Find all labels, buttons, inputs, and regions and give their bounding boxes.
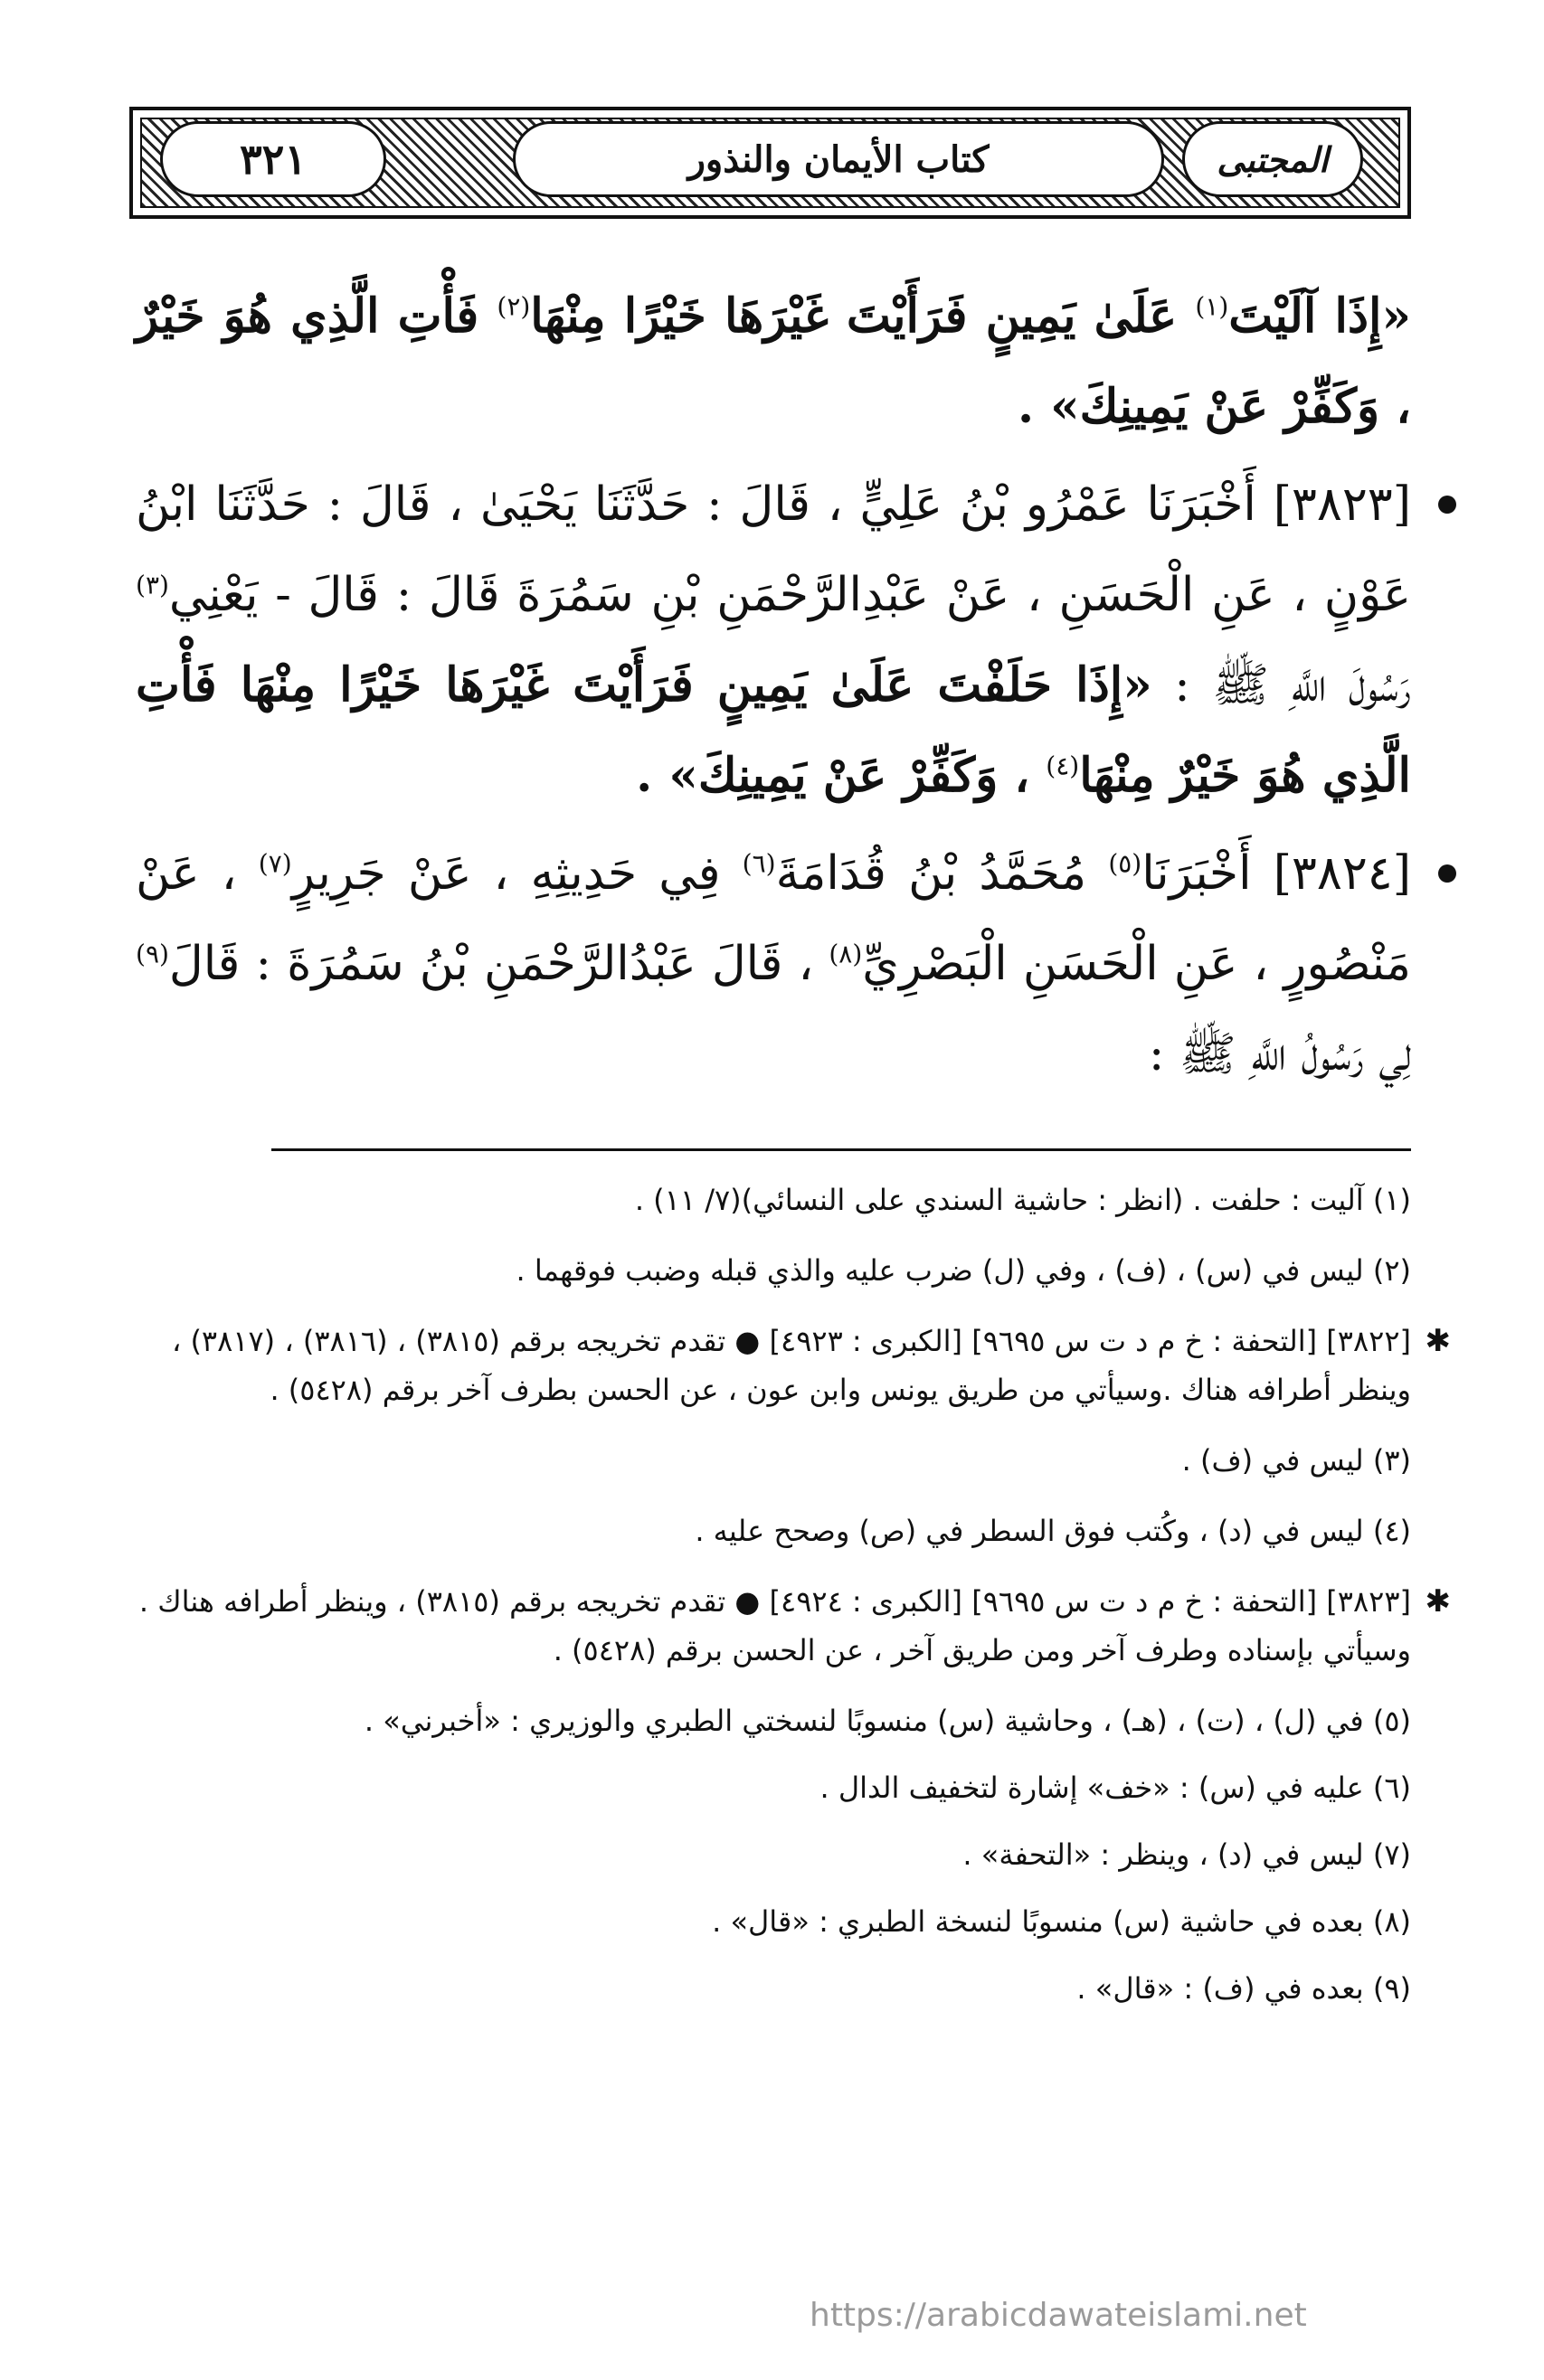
hadith-text: «إِذَا آلَيْتَ	[1228, 288, 1411, 344]
hadith-text: «إِذَا حَلَفْتَ عَلَىٰ يَمِينٍ فَرَأَيْتَ غَيْرَهَا خَيْرًا مِنْهَا فَأْتِ الَّذِي هُوَ خَيْرٌ مِنْهَا	[136, 657, 1411, 803]
isnad-text: فِي حَدِيثِهِ ، عَنْ جَرِيرٍ	[291, 846, 743, 901]
footnote-divider	[271, 1148, 1411, 1151]
footnote-ref: (٨)	[829, 939, 863, 969]
footnote-ref: (٤)	[1046, 751, 1080, 781]
footnote-ref: (٣)	[136, 570, 169, 600]
isnad-text: مُحَمَّدُ بْنُ قُدَامَةَ	[775, 846, 1109, 901]
isnad-text: ، قَالَ عَبْدُالرَّحْمَنِ بْنُ سَمُرَةَ : قَالَ	[168, 937, 829, 991]
takhrij-text: [٣٨٢٣] [التحفة : خ م د ت س ٩٦٩٥] [الكبرى : ٤٩٢٤] ● تقدم تخريجه برقم (٣٨١٥) ، وينظر أطرافه هناك . وسيأتي بإسناده وطرف آخر ومن طريق آخر ، عن الحسن برقم (٥٤٢٨) .	[138, 1584, 1411, 1667]
takhrij-text: [٣٨٢٢] [التحفة : خ م د ت س ٩٦٩٥] [الكبرى : ٤٩٢٣] ● تقدم تخريجه برقم (٣٨١٥) ، (٣٨١٦) ، (٣٨١٧) ، وينظر أطرافه هناك .وسيأتي من طريق يونس وابن عون ، عن الحسن بطرف آخر برقم (٥٤٢٨) .	[171, 1324, 1411, 1407]
footnote-3: (٣) ليس في (ف) .	[1181, 1443, 1411, 1478]
hadith-text: عَلَىٰ يَمِينٍ فَرَأَيْتَ غَيْرَهَا خَيْرًا مِنْهَا	[530, 288, 1196, 344]
footnote-6: (٦) عليه في (س) : «خف» إشارة لتخفيف الدال .	[819, 1771, 1411, 1805]
footnote-ref: (٦)	[742, 848, 776, 879]
footnote-9: (٩) بعده في (ف) : «قال» .	[1076, 1971, 1411, 2006]
hadith-text: ، وَكَفِّرْ عَنْ يَمِينِكَ» .	[636, 748, 1047, 803]
isnad-text: ، عَنْ مَنْصُورٍ ، عَنِ الْحَسَنِ الْبَصْرِيِّ	[136, 846, 1411, 991]
footnote-ref: (٧)	[258, 848, 292, 879]
footnote-5: (٥) في (ل) ، (ت) ، (هـ) ، وحاشية (س) منسوبًا لنسختي الطبري والوزيري : «أخبرني» .	[364, 1704, 1411, 1738]
book-logo-cartouche	[1182, 121, 1363, 197]
asterisk-icon: ✱	[1425, 1583, 1451, 1620]
footnote-ref: (٥)	[1108, 848, 1142, 879]
page-number: ٣٢١	[239, 135, 308, 184]
watermark-url: https://arabicdawateislami.net	[810, 2297, 1307, 2334]
isnad-text: لِي رَسُولُ اللَّهِ ﷺ :	[1148, 1027, 1411, 1081]
footnotes	[136, 1176, 1451, 2031]
footnote-2: (٢) ليس في (س) ، (ف) ، وفي (ل) ضرب عليه والذي قبله وضبب فوقهما .	[516, 1253, 1411, 1288]
footnote-ref: (١)	[1195, 291, 1229, 322]
bullet-icon	[1438, 864, 1456, 883]
bullet-icon	[1438, 496, 1456, 514]
hadith-continuation	[136, 271, 1411, 452]
footnote-1: (١) آليت : حلفت . (انظر : حاشية السندي على النسائي)(٧/ ١١) .	[634, 1183, 1411, 1217]
takhrij-3823	[136, 1577, 1451, 1675]
footnote-8: (٨) بعده في حاشية (س) منسوبًا لنسخة الطبري : «قال» .	[712, 1904, 1411, 1939]
page-header	[129, 107, 1411, 219]
title-cartouche	[513, 121, 1164, 197]
footnote-ref: (٢)	[497, 291, 531, 322]
isnad-text: رَسُولَ اللَّهِ ﷺ :	[1151, 658, 1412, 713]
footnote-7: (٧) ليس في (د) ، وينظر : «التحفة» .	[962, 1837, 1411, 1872]
page-number-cartouche	[160, 121, 386, 197]
book-logo: المجتبى	[1217, 138, 1329, 180]
isnad-text: [٣٨٢٤] أَخْبَرَنَا	[1141, 846, 1412, 901]
footnote-4: (٤) ليس في (د) ، وكُتب فوق السطر في (ص) وصحح عليه .	[695, 1514, 1411, 1548]
hadith-3824	[136, 828, 1411, 1100]
footnote-ref: (٩)	[136, 939, 169, 969]
asterisk-icon: ✱	[1425, 1323, 1451, 1359]
hadith-3823	[136, 459, 1411, 821]
main-text	[136, 271, 1411, 1100]
hadith-text: فَأْتِ الَّذِي هُوَ خَيْرٌ ، وَكَفِّرْ عَنْ يَمِينِكَ» .	[136, 288, 1411, 434]
chapter-title: كتاب الأيمان والنذور	[687, 137, 990, 181]
isnad-text: [٣٨٢٣] أَخْبَرَنَا عَمْرُو بْنُ عَلِيٍّ ، قَالَ : حَدَّثَنَا يَحْيَىٰ ، قَالَ : حَدَّثَنَا ابْنُ عَوْنٍ ، عَنِ الْحَسَنِ ، عَنْ عَبْدِالرَّحْمَنِ بْنِ سَمُرَةَ قَالَ : قَالَ - يَعْنِي	[136, 477, 1411, 622]
takhrij-3822	[136, 1317, 1451, 1414]
